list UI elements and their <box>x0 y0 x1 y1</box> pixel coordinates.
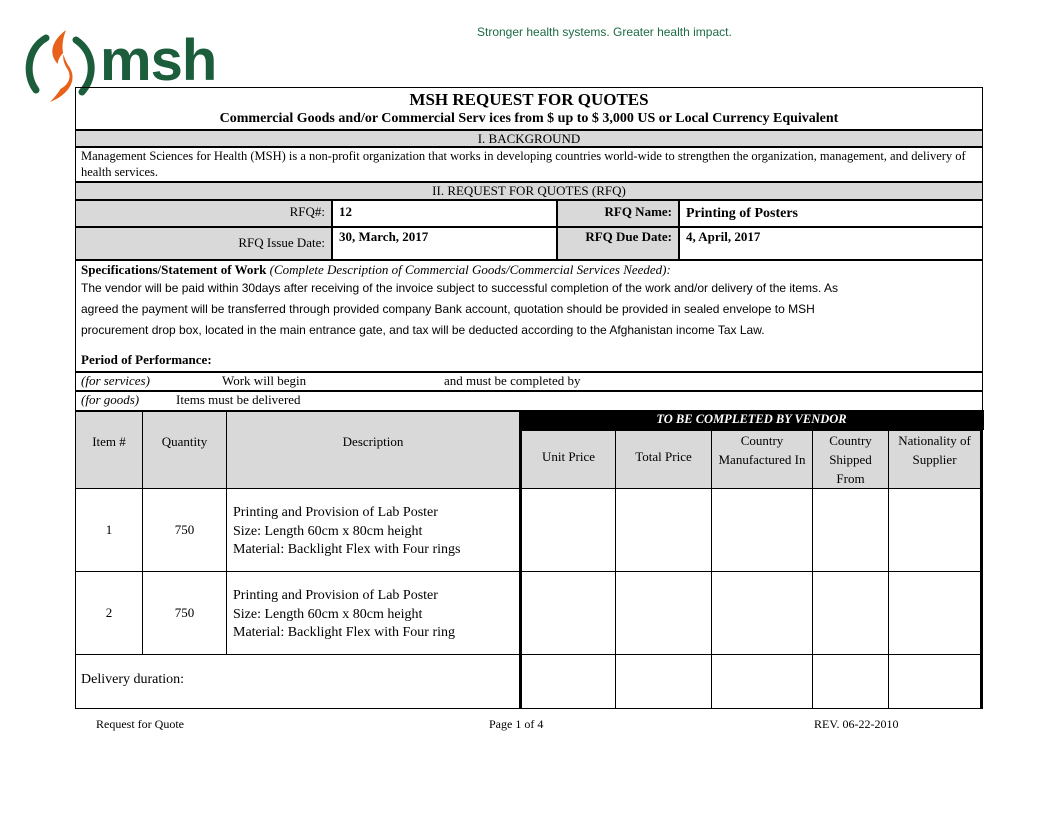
rfq-number-label <box>75 200 332 227</box>
row-2-quantity-text: 750 <box>174 605 195 620</box>
col-header-country-mfg-text: Country Manufactured In <box>718 433 806 467</box>
rfq-due-value-text: 4, April, 2017 <box>686 229 761 244</box>
table-row-2-item <box>75 571 143 655</box>
delivery-total-price-cell[interactable] <box>615 654 712 709</box>
col-header-country-shipped <box>812 430 889 489</box>
row-1-item-text: 1 <box>105 522 113 537</box>
background-text: Management Sciences for Health (MSH) is a non-profit organization that works in developing countries world-wide to strengthen the organization, management, and delivery of health services. <box>75 147 983 182</box>
row-2-nationality-cell[interactable] <box>888 571 983 655</box>
delivery-country-mfg-cell[interactable] <box>711 654 813 709</box>
table-row-1-description <box>226 488 520 572</box>
specs-line-2: agreed the payment will be transferred through provided company Bank account, quotation should be provided in sealed envelope to MSH <box>81 302 815 316</box>
row-1-total-price-cell[interactable] <box>615 488 712 572</box>
row-2-unit-price-cell[interactable] <box>519 571 616 655</box>
col-header-quantity-text: Quantity <box>161 434 208 449</box>
delivery-country-shipped-cell[interactable] <box>812 654 889 709</box>
rfq-name-value <box>679 200 983 227</box>
col-header-unit-price-text: Unit Price <box>541 449 596 464</box>
rfq-number-value-text: 12 <box>339 204 352 219</box>
services-row <box>75 372 983 391</box>
footer-page-number: Page 1 of 4 <box>489 717 544 731</box>
col-header-item <box>75 411 143 489</box>
delivery-nationality-cell[interactable] <box>888 654 983 709</box>
delivery-duration-label: Delivery duration: <box>81 672 185 687</box>
logo-wordmark: msh <box>100 28 217 93</box>
rfq-issue-value-text: 30, March, 2017 <box>339 229 429 244</box>
row-1-quantity-text: 750 <box>174 522 195 537</box>
rfq-due-label-text: RFQ Due Date: <box>585 229 672 244</box>
items-delivered-label: Items must be delivered <box>176 392 301 407</box>
rfq-name-label-text: RFQ Name: <box>604 204 672 219</box>
row-2-desc-line-2: Size: Length 60cm x 80cm height <box>233 606 423 622</box>
row-2-desc-line-3: Material: Backlight Flex with Four ring <box>233 625 456 640</box>
rfq-heading: II. REQUEST FOR QUOTES (RFQ) <box>75 182 983 200</box>
col-header-country-shipped-text: Country Shipped From <box>829 433 872 486</box>
delivery-unit-price-cell[interactable] <box>519 654 616 709</box>
performance-label: Period of Performance: <box>81 352 212 367</box>
col-header-nationality <box>888 430 983 489</box>
goods-label: (for goods) <box>81 392 140 407</box>
specs-hint: (Complete Description of Commercial Goods/Commercial Services Needed): <box>269 262 671 277</box>
row-1-unit-price-cell[interactable] <box>519 488 616 572</box>
title-box <box>75 87 983 130</box>
specs-line-3: procurement drop box, located in the main entrance gate, and tax will be deducted according to the Afghanistan income Tax Law. <box>81 323 765 337</box>
row-2-desc-line-1: Printing and Provision of Lab Poster <box>233 588 438 603</box>
col-header-item-text: Item # <box>92 434 126 449</box>
col-header-quantity <box>142 411 227 489</box>
table-row-1-item <box>75 488 143 572</box>
delivery-duration-cell <box>75 654 520 709</box>
row-1-nationality-cell[interactable] <box>888 488 983 572</box>
rfq-due-value <box>679 227 983 260</box>
col-header-nationality-text: Nationality of Supplier <box>898 433 971 467</box>
specs-box <box>75 260 983 372</box>
table-row-2-description <box>226 571 520 655</box>
tagline: Stronger health systems. Greater health impact. <box>477 25 732 39</box>
rfq-issue-label <box>75 227 332 260</box>
rfq-name-label <box>557 200 679 227</box>
col-header-unit-price <box>519 430 616 489</box>
row-2-country-mfg-cell[interactable] <box>711 571 813 655</box>
col-header-description-text: Description <box>342 434 404 449</box>
specs-line-1: The vendor will be paid within 30days after receiving of the invoice subject to successful completion of the work and/or delivery of the items. As <box>81 281 839 295</box>
rfq-name-value-text: Printing of Posters <box>686 206 798 221</box>
row-2-item-text: 2 <box>105 605 113 620</box>
rfq-issue-label-text: RFQ Issue Date: <box>238 235 325 250</box>
row-2-country-shipped-cell[interactable] <box>812 571 889 655</box>
footer-left: Request for Quote <box>96 717 184 731</box>
background-heading: I. BACKGROUND <box>75 130 983 147</box>
page-title: MSH REQUEST FOR QUOTES <box>409 90 649 109</box>
work-begin-label: Work will begin <box>222 373 307 388</box>
rfq-number-label-text: RFQ#: <box>289 204 325 219</box>
completed-by-label: and must be completed by <box>444 373 581 388</box>
services-label: (for services) <box>81 373 150 388</box>
rfq-number-value <box>332 200 557 227</box>
goods-row <box>75 391 983 411</box>
footer-revision: REV. 06-22-2010 <box>814 717 899 731</box>
row-1-desc-line-1: Printing and Provision of Lab Poster <box>233 505 438 520</box>
col-header-description <box>226 411 520 489</box>
specs-label: Specifications/Statement of Work <box>81 262 267 277</box>
page-subtitle: Commercial Goods and/or Commercial Serv ices from $ up to $ 3,000 US or Local Currency Equivalent <box>219 111 839 126</box>
row-1-desc-line-2: Size: Length 60cm x 80cm height <box>233 523 423 539</box>
vendor-banner: TO BE COMPLETED BY VENDOR <box>519 410 984 430</box>
row-1-country-mfg-cell[interactable] <box>711 488 813 572</box>
col-header-total-price <box>615 430 712 489</box>
items-table <box>75 411 983 709</box>
rfq-due-label <box>557 227 679 260</box>
row-1-country-shipped-cell[interactable] <box>812 488 889 572</box>
table-row-1-quantity <box>142 488 227 572</box>
row-2-total-price-cell[interactable] <box>615 571 712 655</box>
rfq-issue-value <box>332 227 557 260</box>
table-row-2-quantity <box>142 571 227 655</box>
col-header-country-mfg <box>711 430 813 489</box>
row-1-desc-line-3: Material: Backlight Flex with Four rings <box>233 542 461 557</box>
col-header-total-price-text: Total Price <box>635 449 692 464</box>
